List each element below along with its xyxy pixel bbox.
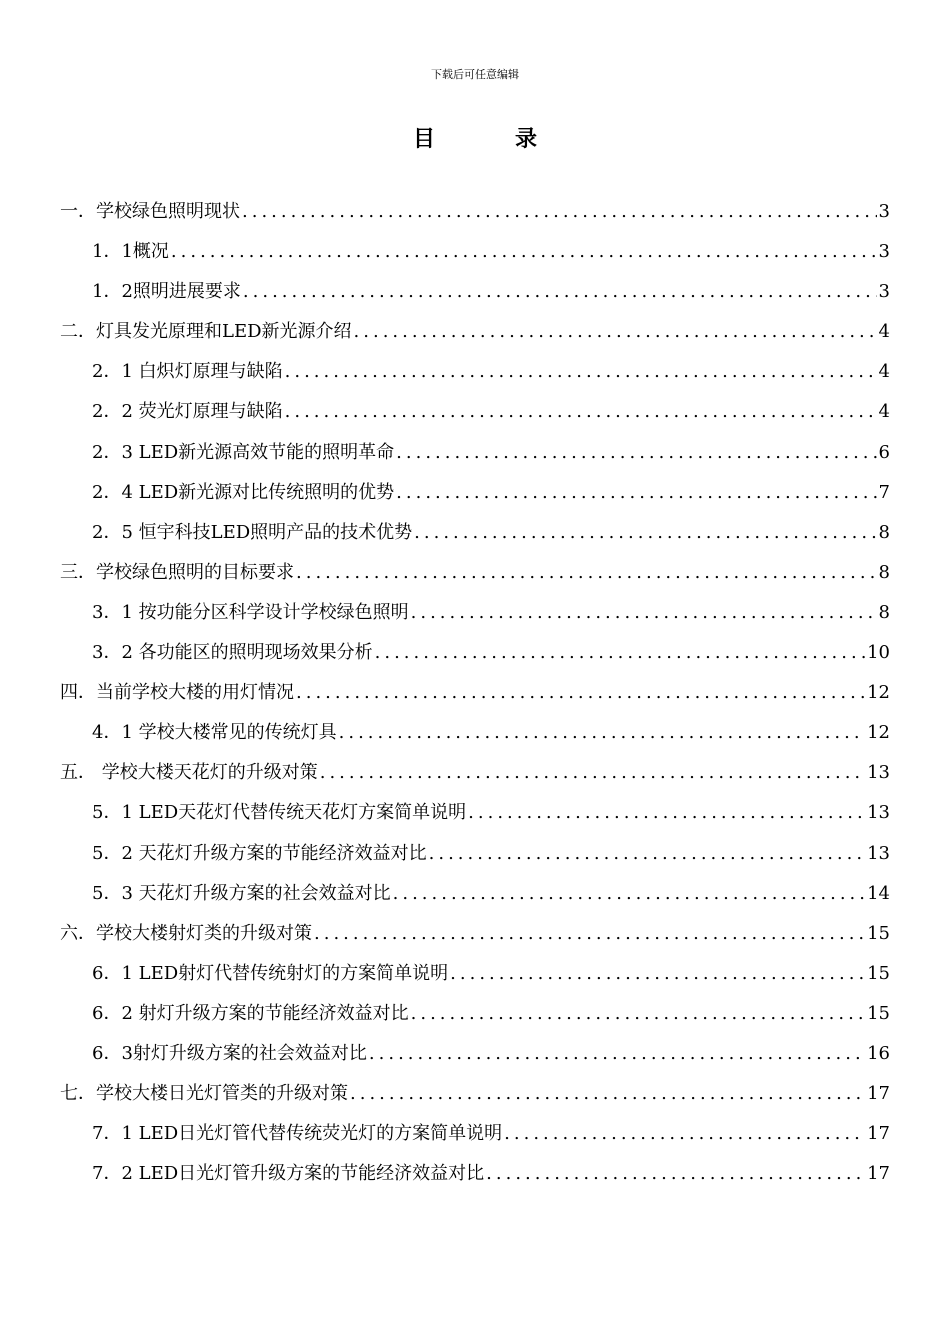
toc-page-number: 17 <box>867 1123 890 1145</box>
toc-entry[interactable] <box>60 513 890 553</box>
toc-page-number: 13 <box>867 842 890 864</box>
toc-page-number: 6 <box>878 441 890 463</box>
toc-entry[interactable] <box>60 713 890 753</box>
toc-page-number: 17 <box>867 1163 890 1185</box>
toc-leader-dots <box>468 793 865 833</box>
toc-entry[interactable] <box>60 473 890 513</box>
toc-page-number: 13 <box>867 802 890 824</box>
toc-leader-dots <box>450 954 865 994</box>
toc-entry-title: 四．当前学校大楼的用灯情况 <box>60 682 294 704</box>
toc-entry-title: 3．1 按功能分区科学设计学校绿色照明 <box>92 601 409 623</box>
toc-page-number: 8 <box>878 601 890 623</box>
toc-entry[interactable] <box>60 192 890 232</box>
toc-page-number: 15 <box>867 1002 890 1024</box>
toc-page-number: 4 <box>878 401 890 423</box>
toc-list <box>60 192 890 1194</box>
toc-entry[interactable] <box>60 392 890 432</box>
toc-leader-dots <box>296 673 865 713</box>
toc-page-number: 15 <box>867 962 890 984</box>
toc-leader-dots <box>285 352 877 392</box>
toc-entry-title: 4．1 学校大楼常见的传统灯具 <box>92 722 337 744</box>
toc-entry[interactable] <box>60 232 890 272</box>
toc-leader-dots <box>411 593 877 633</box>
toc-leader-dots <box>242 192 877 232</box>
toc-entry-title: 2．3 LED新光源高效节能的照明革命 <box>92 441 395 463</box>
toc-entry[interactable] <box>60 994 890 1034</box>
toc-leader-dots <box>285 392 877 432</box>
toc-entry-title: 1．2照明进展要求 <box>92 281 241 303</box>
toc-entry-title: 一．学校绿色照明现状 <box>60 201 240 222</box>
toc-entry[interactable] <box>60 593 890 633</box>
toc-entry-title: 6．1 LED射灯代替传统射灯的方案简单说明 <box>92 962 449 984</box>
toc-page-number: 4 <box>878 321 890 343</box>
toc-page-number: 14 <box>867 882 890 904</box>
toc-page-number: 12 <box>867 682 890 704</box>
toc-leader-dots <box>320 753 865 793</box>
toc-entry-title: 3．2 各功能区的照明现场效果分析 <box>92 642 373 664</box>
toc-entry[interactable] <box>60 553 890 593</box>
toc-entry-title: 7．1 LED日光灯管代替传统荧光灯的方案简单说明 <box>92 1123 503 1145</box>
toc-leader-dots <box>339 713 865 753</box>
toc-leader-dots <box>375 633 865 673</box>
toc-page-number: 17 <box>867 1083 890 1105</box>
toc-leader-dots <box>504 1114 865 1154</box>
toc-entry[interactable] <box>60 1114 890 1154</box>
toc-entry-title: 5．2 天花灯升级方案的节能经济效益对比 <box>92 842 427 864</box>
toc-page-number: 16 <box>867 1042 890 1064</box>
toc-leader-dots <box>296 553 877 593</box>
toc-leader-dots <box>429 834 865 874</box>
toc-leader-dots <box>486 1154 865 1194</box>
toc-page-number: 3 <box>878 241 890 263</box>
toc-leader-dots <box>396 433 876 473</box>
toc-entry[interactable] <box>60 352 890 392</box>
toc-entry[interactable] <box>60 312 890 352</box>
toc-page-number: 8 <box>878 561 890 583</box>
toc-page-number: 7 <box>878 481 890 503</box>
toc-leader-dots <box>396 473 876 513</box>
toc-entry-title: 七．学校大楼日光灯管类的升级对策 <box>60 1083 348 1105</box>
header-note: 下载后可任意编辑 <box>431 68 519 81</box>
toc-leader-dots <box>393 874 865 914</box>
toc-entry-title: 2．1 白炽灯原理与缺陷 <box>92 361 283 383</box>
toc-leader-dots <box>171 232 877 272</box>
toc-page-number: 13 <box>867 762 890 784</box>
toc-entry[interactable] <box>60 633 890 673</box>
toc-entry-title: 三．学校绿色照明的目标要求 <box>60 561 294 583</box>
toc-entry[interactable] <box>60 834 890 874</box>
toc-page-number: 3 <box>878 201 890 222</box>
toc-entry-title: 7．2 LED日光灯管升级方案的节能经济效益对比 <box>92 1163 485 1185</box>
toc-leader-dots <box>314 914 865 954</box>
toc-page-number: 3 <box>878 281 890 303</box>
toc-entry-title: 2．4 LED新光源对比传统照明的优势 <box>92 481 395 503</box>
toc-entry-title: 6．3射灯升级方案的社会效益对比 <box>92 1042 367 1064</box>
toc-entry[interactable] <box>60 272 890 312</box>
toc-entry[interactable] <box>60 914 890 954</box>
toc-entry[interactable] <box>60 874 890 914</box>
toc-entry-title: 5．1 LED天花灯代替传统天花灯方案简单说明 <box>92 802 467 824</box>
toc-entry[interactable] <box>60 793 890 833</box>
toc-entry[interactable] <box>60 433 890 473</box>
toc-entry-title: 1．1概况 <box>92 241 169 263</box>
toc-page-number: 12 <box>867 722 890 744</box>
toc-entry-title: 六．学校大楼射灯类的升级对策 <box>60 922 312 944</box>
toc-entry[interactable] <box>60 673 890 713</box>
toc-entry[interactable] <box>60 753 890 793</box>
toc-leader-dots <box>243 272 877 312</box>
page-title: 目录 <box>412 126 617 152</box>
toc-entry-title: 2．2 荧光灯原理与缺陷 <box>92 401 283 423</box>
toc-entry-title: 二．灯具发光原理和LED新光源介绍 <box>60 321 352 343</box>
toc-entry-title: 5．3 天花灯升级方案的社会效益对比 <box>92 882 391 904</box>
toc-leader-dots <box>414 513 876 553</box>
toc-entry[interactable] <box>60 954 890 994</box>
toc-leader-dots <box>369 1034 865 1074</box>
toc-entry[interactable] <box>60 1074 890 1114</box>
toc-entry[interactable] <box>60 1154 890 1194</box>
toc-page-number: 10 <box>867 642 890 664</box>
toc-entry-title: 五． 学校大楼天花灯的升级对策 <box>60 762 318 784</box>
toc-page-number: 4 <box>878 361 890 383</box>
toc-page-number: 15 <box>867 922 890 944</box>
toc-entry[interactable] <box>60 1034 890 1074</box>
toc-leader-dots <box>411 994 865 1034</box>
toc-entry-title: 2．5 恒宇科技LED照明产品的技术优势 <box>92 521 413 543</box>
toc-page-number: 8 <box>878 521 890 543</box>
toc-leader-dots <box>350 1074 865 1114</box>
toc-leader-dots <box>354 312 877 352</box>
toc-entry-title: 6．2 射灯升级方案的节能经济效益对比 <box>92 1002 409 1024</box>
